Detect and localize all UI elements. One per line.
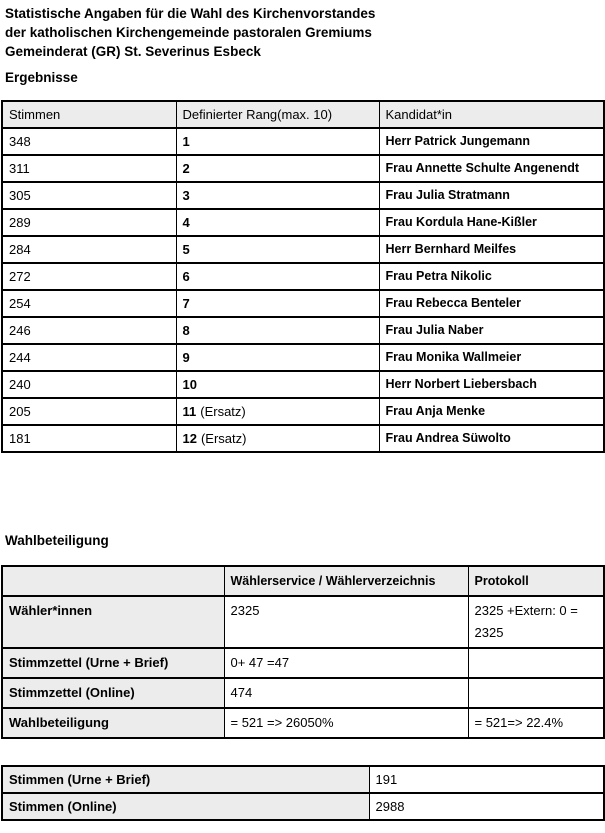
kandidat-cell: Frau Rebecca Benteler	[379, 290, 604, 317]
rang-number: 9	[182, 350, 190, 365]
votes-summary-row	[2, 766, 604, 793]
kandidat-cell: Herr Bernhard Meilfes	[379, 236, 604, 263]
turnout-waehlerservice-cell: = 521 => 26050%	[224, 708, 468, 738]
results-row	[2, 344, 604, 371]
turnout-row	[2, 708, 604, 738]
turnout-row	[2, 596, 604, 648]
results-row	[2, 236, 604, 263]
kandidat-cell: Frau Annette Schulte Angenendt	[379, 155, 604, 182]
rang-number: 10	[182, 377, 197, 392]
stimmen-cell: 348	[2, 128, 176, 155]
votes-summary-row	[2, 793, 604, 820]
turnout-protokoll-cell: 2325 +Extern: 0 = 2325	[468, 596, 604, 648]
results-row	[2, 128, 604, 155]
kandidat-cell: Frau Andrea Süwolto	[379, 425, 604, 452]
rang-number: 6	[182, 269, 190, 284]
results-header-kandidat: Kandidat*in	[379, 101, 604, 128]
rang-zusatz: (Ersatz)	[200, 404, 246, 419]
section-heading-wahlbeteiligung: Wahlbeteiligung	[5, 533, 109, 548]
votes-value-cell: 191	[369, 766, 604, 793]
results-header-row	[2, 101, 604, 128]
results-row	[2, 398, 604, 425]
turnout-waehlerservice-cell: 474	[224, 678, 468, 708]
results-row	[2, 290, 604, 317]
rang-cell	[176, 155, 379, 182]
turnout-protokoll-cell	[468, 678, 604, 708]
results-row	[2, 371, 604, 398]
rang-number: 1	[182, 134, 190, 149]
rang-number: 5	[182, 242, 190, 257]
title-line-1: Statistische Angaben für die Wahl des Kirchenvorstandes	[5, 6, 376, 21]
results-table	[1, 100, 605, 453]
results-row	[2, 425, 604, 452]
stimmen-cell: 254	[2, 290, 176, 317]
kandidat-cell: Frau Petra Nikolic	[379, 263, 604, 290]
stimmen-cell: 246	[2, 317, 176, 344]
turnout-waehlerservice-cell: 0+ 47 =47	[224, 648, 468, 678]
results-row	[2, 263, 604, 290]
stimmen-cell: 311	[2, 155, 176, 182]
rang-number: 3	[182, 188, 190, 203]
results-row	[2, 209, 604, 236]
votes-summary-table	[1, 765, 605, 821]
rang-cell	[176, 398, 379, 425]
kandidat-cell: Herr Norbert Liebersbach	[379, 371, 604, 398]
stimmen-cell: 205	[2, 398, 176, 425]
kandidat-cell: Frau Julia Stratmann	[379, 182, 604, 209]
stimmen-cell: 284	[2, 236, 176, 263]
turnout-header-waehlerservice: Wählerservice / Wählerverzeichnis	[224, 566, 468, 596]
turnout-waehlerservice-cell: 2325	[224, 596, 468, 648]
votes-value-cell: 2988	[369, 793, 604, 820]
title-line-2: der katholischen Kirchengemeinde pastoralen Gremiums	[5, 25, 372, 40]
turnout-row-label: Stimmzettel (Urne + Brief)	[2, 648, 224, 678]
rang-cell	[176, 344, 379, 371]
rang-cell	[176, 371, 379, 398]
turnout-protokoll-cell	[468, 648, 604, 678]
stimmen-cell: 240	[2, 371, 176, 398]
turnout-table	[1, 565, 605, 739]
votes-row-label: Stimmen (Urne + Brief)	[2, 766, 369, 793]
turnout-row-label: Stimmzettel (Online)	[2, 678, 224, 708]
rang-cell	[176, 182, 379, 209]
turnout-header-protokoll: Protokoll	[468, 566, 604, 596]
title-line-3: Gemeinderat (GR) St. Severinus Esbeck	[5, 44, 261, 59]
results-row	[2, 317, 604, 344]
rang-number: 7	[182, 296, 190, 311]
rang-cell	[176, 290, 379, 317]
kandidat-cell: Frau Monika Wallmeier	[379, 344, 604, 371]
rang-cell	[176, 317, 379, 344]
votes-row-label: Stimmen (Online)	[2, 793, 369, 820]
stimmen-cell: 289	[2, 209, 176, 236]
rang-number: 2	[182, 161, 190, 176]
kandidat-cell: Frau Kordula Hane-Kißler	[379, 209, 604, 236]
stimmen-cell: 181	[2, 425, 176, 452]
rang-number: 11	[182, 404, 197, 419]
page-title	[5, 4, 375, 61]
rang-cell	[176, 425, 379, 452]
rang-number: 12	[182, 431, 197, 446]
stimmen-cell: 272	[2, 263, 176, 290]
rang-cell	[176, 209, 379, 236]
results-row	[2, 182, 604, 209]
turnout-header-row	[2, 566, 604, 596]
turnout-row-label: Wähler*innen	[2, 596, 224, 648]
turnout-protokoll-cell: = 521=> 22.4%	[468, 708, 604, 738]
rang-number: 4	[182, 215, 190, 230]
turnout-row-label: Wahlbeteiligung	[2, 708, 224, 738]
turnout-header-empty	[2, 566, 224, 596]
stimmen-cell: 244	[2, 344, 176, 371]
results-row	[2, 155, 604, 182]
rang-cell	[176, 236, 379, 263]
kandidat-cell: Frau Julia Naber	[379, 317, 604, 344]
results-header-rang: Definierter Rang(max. 10)	[176, 101, 379, 128]
section-heading-ergebnisse: Ergebnisse	[5, 70, 78, 85]
kandidat-cell: Frau Anja Menke	[379, 398, 604, 425]
rang-cell	[176, 263, 379, 290]
rang-zusatz: (Ersatz)	[200, 431, 247, 446]
stimmen-cell: 305	[2, 182, 176, 209]
turnout-row	[2, 678, 604, 708]
turnout-row	[2, 648, 604, 678]
rang-number: 8	[182, 323, 190, 338]
kandidat-cell: Herr Patrick Jungemann	[379, 128, 604, 155]
results-header-stimmen: Stimmen	[2, 101, 176, 128]
rang-cell	[176, 128, 379, 155]
